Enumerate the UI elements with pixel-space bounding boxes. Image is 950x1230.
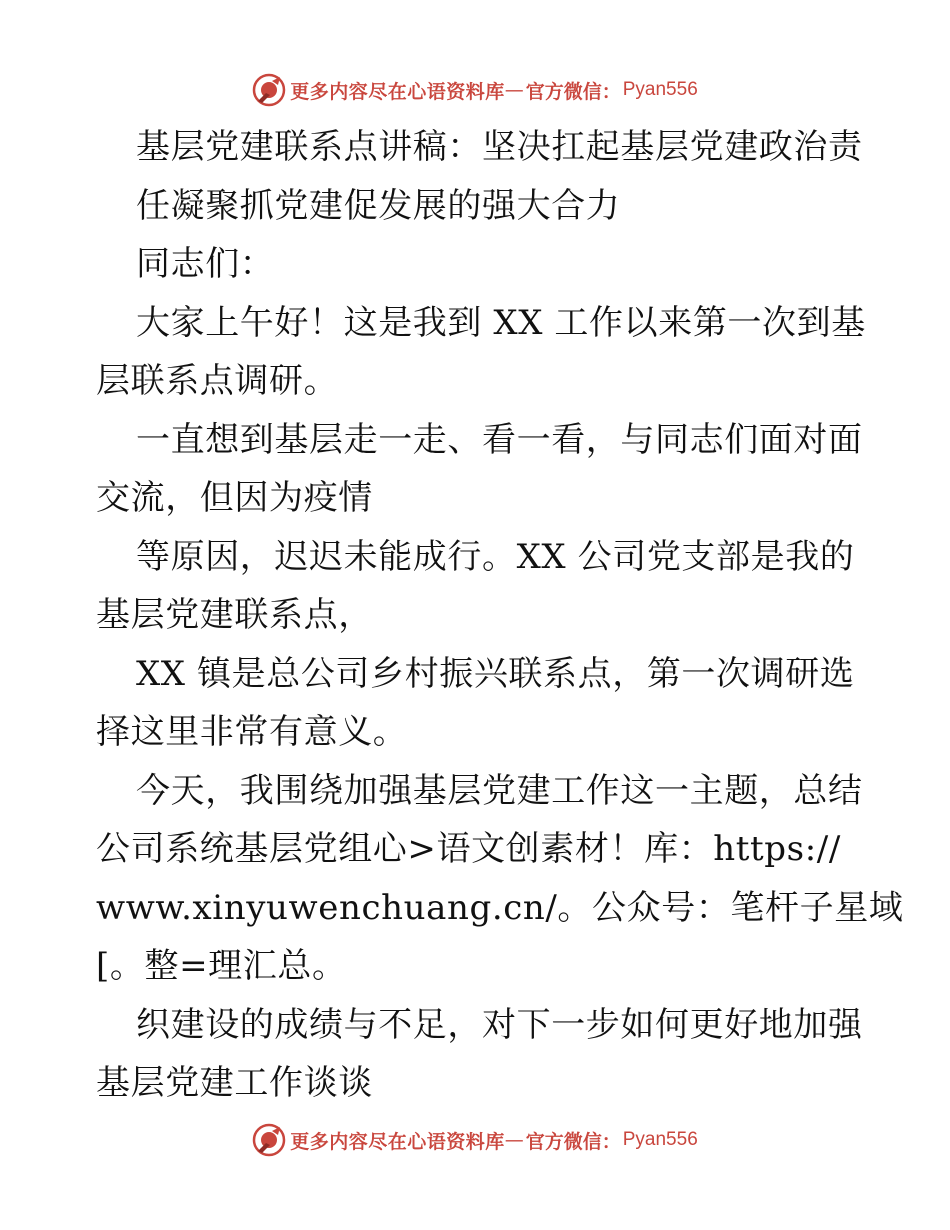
text-line: www.xinyuwenchuang.cn/。公众号：笔杆子星域	[96, 887, 904, 928]
text-line: 交流，但因为疫情	[96, 478, 373, 518]
text-line: 层联系点调研。	[96, 361, 339, 401]
text-line: 基层党建联系点，	[96, 595, 373, 635]
text-line: 基层党建工作谈谈	[96, 1063, 373, 1103]
text-line: 今天，我围绕加强基层党建工作这一主题，总结	[136, 770, 863, 811]
text-line: 基层党建联系点讲稿：坚决扛起基层党建政治责	[136, 127, 863, 167]
text-line: 择这里非常有意义。	[96, 712, 408, 752]
banner-wechat-account: Pyan556	[622, 1129, 698, 1150]
text-line: 一直想到基层走一走、看一看，与同志们面对面	[136, 419, 863, 460]
footer-banner	[0, 1120, 950, 1160]
text-line: 大家上午好！这是我到 XX 工作以来第一次到基	[136, 302, 866, 343]
text-line: XX 镇是总公司乡村振兴联系点，第一次调研选	[136, 653, 855, 694]
header-banner	[0, 70, 950, 110]
banner-separator: —	[504, 1129, 524, 1151]
banner-official-label: 官方微信：	[525, 80, 621, 103]
banner-main-text: 更多内容尽在心语资料库	[290, 1130, 505, 1153]
text-line: [。整=理汇总。	[96, 946, 347, 986]
banner-separator: —	[504, 79, 524, 101]
text-line: 织建设的成绩与不足，对下一步如何更好地加强	[136, 1004, 863, 1045]
document-body	[96, 118, 904, 1113]
text-line: 任凝聚抓党建促发展的强大合力	[136, 185, 621, 226]
text-line: 公司系统基层党组心>语文创素材！库：https://	[96, 829, 841, 869]
text-line: 同志们：	[136, 244, 275, 284]
pen-logo-icon	[252, 73, 286, 107]
banner-wechat-account: Pyan556	[622, 79, 698, 100]
banner-main-text: 更多内容尽在心语资料库	[290, 80, 505, 103]
text-line: 等原因，迟迟未能成行。XX 公司党支部是我的	[136, 536, 855, 577]
pen-logo-icon	[252, 1123, 286, 1157]
banner-official-label: 官方微信：	[525, 1130, 621, 1153]
